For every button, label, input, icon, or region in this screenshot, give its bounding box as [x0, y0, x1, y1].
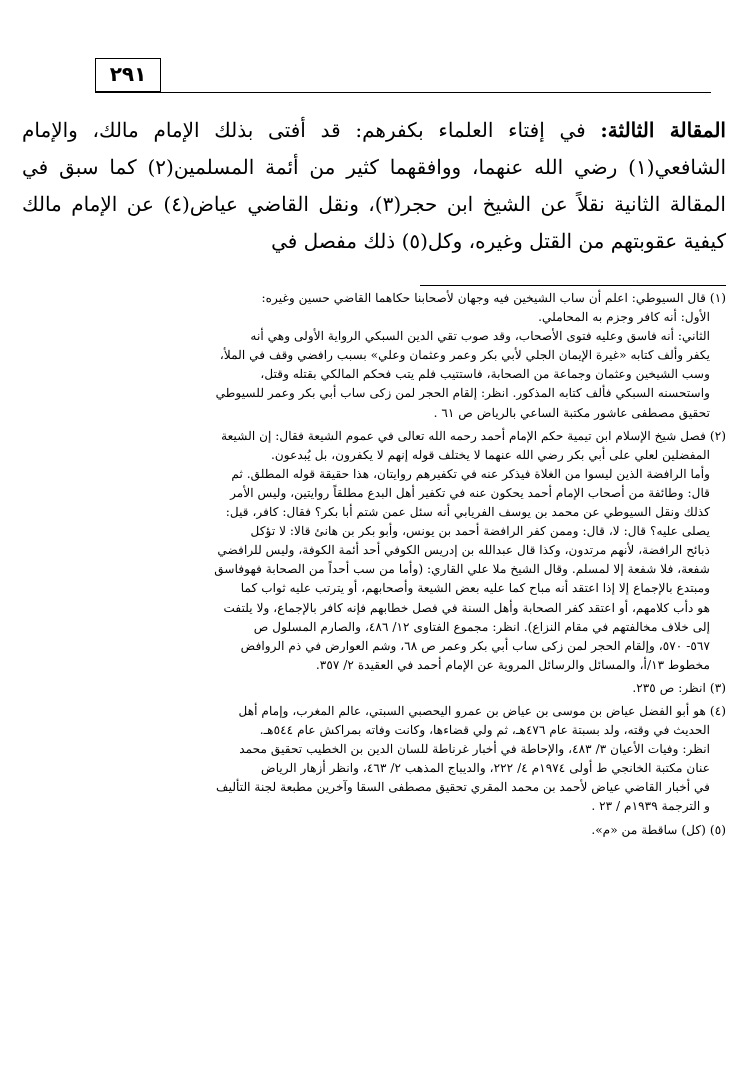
footnote-line: عنان مكتبة الخانجي ط أولى ١٩٧٤م ٤/ ٢٢٢، والديباج المذهب ٢/ ٤٦٣، وانظر أزهار الرياض	[260, 761, 710, 776]
footnote	[22, 427, 726, 675]
footnote-line: قال: وطائفة من أصحاب الإمام أحمد يحكون عنه في تكفير أهل البدع مطلقاً روايتين، وليس الأمر	[230, 485, 710, 500]
footnote-line: الحديث في وقته، ولد بسبتة عام ٤٧٦هـ، ثم ولي قضاءها، وكانت وفاته بمراكش عام ٥٤٤هـ.	[259, 723, 710, 738]
footnote-separator	[420, 285, 726, 286]
body-paragraph	[22, 112, 726, 260]
footnote-line: انظر: ص ٢٣٥.	[632, 680, 706, 695]
footnote-line: ذبائح الرافضة، لأنهم مرتدون، وكذا قال عبدالله بن إدريس الكوفي أحد أئمة الكوفة، وليس للرافضي	[217, 543, 710, 558]
footnote-line: هو أبو الفضل عياض بن موسى بن عياض بن عمرو اليحصبي السبتي، عالم المغرب، وإمام أهل	[238, 703, 706, 718]
footnote-line: كذلك ونقل السيوطي عن محمد بن يوسف الفريابي أنه سئل عمن شتم أبا بكر؟ فقال: كافر، قيل:	[225, 505, 710, 520]
footnote	[22, 821, 726, 840]
footnote-line: انظر: وفيات الأعيان ٣/ ٤٨٣، والإحاطة في أخبار غرناطة للسان الدين بن الخطيب تحقيق محمد	[239, 742, 710, 757]
footnote-number: (١)	[709, 291, 726, 305]
footnote-number: (٥)	[709, 822, 726, 837]
footnote	[22, 289, 726, 423]
footnote-line: فصل شيخ الإسلام ابن تيمية حكم الإمام أحمد رحمه الله تعالى في عموم الشيعة فقال: إن الشيعة	[221, 428, 706, 443]
footnote-line: يصلى عليه؟ قال: لا، قال: وممن كفر الرافضة أحمد بن يونس، وأبو بكر بن هانئ قالا: لا تؤكل	[250, 524, 710, 539]
footnote-number: (٢)	[709, 428, 726, 443]
footnote-line: الأول: أنه كافر وجزم به المحاملي.	[538, 310, 710, 325]
footnote	[22, 679, 726, 698]
footnote-line: تحقيق مصطفى عاشور مكتبة الساعي بالرياض ص ٦١ .	[433, 405, 710, 420]
footnote-line: هو دأب كلامهم، أو اعتقد كفر الصحابة وأهل السنة في فصل خطابهم فإنه كافر بالإجماع، ولا يلتفت	[223, 600, 710, 615]
footnote-line: مخطوط ١٣/أ، والمسائل والرسائل المروية عن الإمام أحمد في العقيدة ٢/ ٣٥٧.	[315, 657, 710, 672]
body-text: في إفتاء العلماء بكفرهم: قد أفتى بذلك الإمام مالك، والإمام الشافعي(١) رضي الله عنهما، ووافقهما كثير من أئمة المسلمين(٢) كما سبق في المقالة الثانية نقلاً عن الشيخ ابن حجر(٣)، ونقل القاضي عياض(٤) عن الإمام مالك كيفية عقوبتهم من القتل وغيره، وكل(٥) ذلك مفصل في	[22, 118, 727, 253]
footnote-line: واستحسنه السبكي فألف كتابه المذكور. انظر: إلقام الحجر لمن زكى ساب أبي بكر وعمر للسيوطي	[215, 386, 710, 401]
footnote	[22, 702, 726, 817]
footnote-line: ومبتدع بالإجماع إلا إذا اعتقد أنه مباح كما عليه بعض الشيعة وأصحابهم، أو يترتب عليه ثواب كما	[240, 581, 710, 596]
footnote-line: في أخبار القاضي عياض لأحمد بن محمد المقري تحقيق مصطفى السقا وآخرين مطبعة لجنة التأليف	[216, 780, 710, 795]
page-number: ٢٩١	[95, 58, 161, 92]
footnote-line: قال السيوطي: اعلم أن ساب الشيخين فيه وجهان لأصحابنا حكاهما القاضي حسين وغيره:	[261, 291, 706, 305]
footnote-number: (٤)	[709, 703, 726, 718]
footnote-line: ٥٦٧- ٥٧٠، وإلقام الحجر لمن زكى ساب أبي بكر وعمر ص ٦٨، وشم العوارض في ذم الروافض	[240, 638, 710, 653]
footnote-line: شفعة، فلا شفعة إلا لمسلم. وقال الشيخ ملا علي القاري: (وأما من سب أحداً من الصحابة فهوفاسق	[214, 562, 710, 577]
footnote-line: الثاني: أنه فاسق وعليه فتوى الأصحاب، وقد صوب تقي الدين السبكي الرواية الأولى وهي أنه	[250, 329, 710, 344]
section-heading: المقالة الثالثة:	[600, 118, 726, 142]
footnote-line: وسب الشيخين وعثمان وجماعة من الصحابة، فاستتيب فلم يتب فحكم المالكي بقتله وقتل،	[260, 367, 710, 382]
footnote-number: (٣)	[709, 680, 726, 695]
footnotes	[22, 289, 726, 844]
footnote-line: و الترجمة ١٩٣٩م / ٢٣ .	[591, 799, 710, 814]
header-rule	[95, 92, 711, 93]
footnote-line: يكفر وألف كتابه «غيرة الإيمان الجلي لأبي بكر وعمر وعثمان وعلي» بسبب رافضي وقف في الملأ،	[219, 348, 710, 363]
footnote-line: إلى خلاف مخالفتهم في مقام النزاع). انظر: مجموع الفتاوى ١٢/ ٤٨٦، والصارم المسلول ص	[253, 619, 710, 634]
footnote-line: (كل) ساقطة من «م».	[591, 822, 706, 837]
footnote-line: المفضلين لعلي على أبي بكر رضي الله عنهما لا يختلف قوله إنهم لا يكفرون، بل يُبدعون.	[270, 447, 710, 462]
footnote-line: وأما الرافضة الذين ليسوا من الغلاة فيذكر عنه في تكفيرهم روايتان، هذا حقيقة قوله المطلق. ثم	[231, 466, 710, 481]
